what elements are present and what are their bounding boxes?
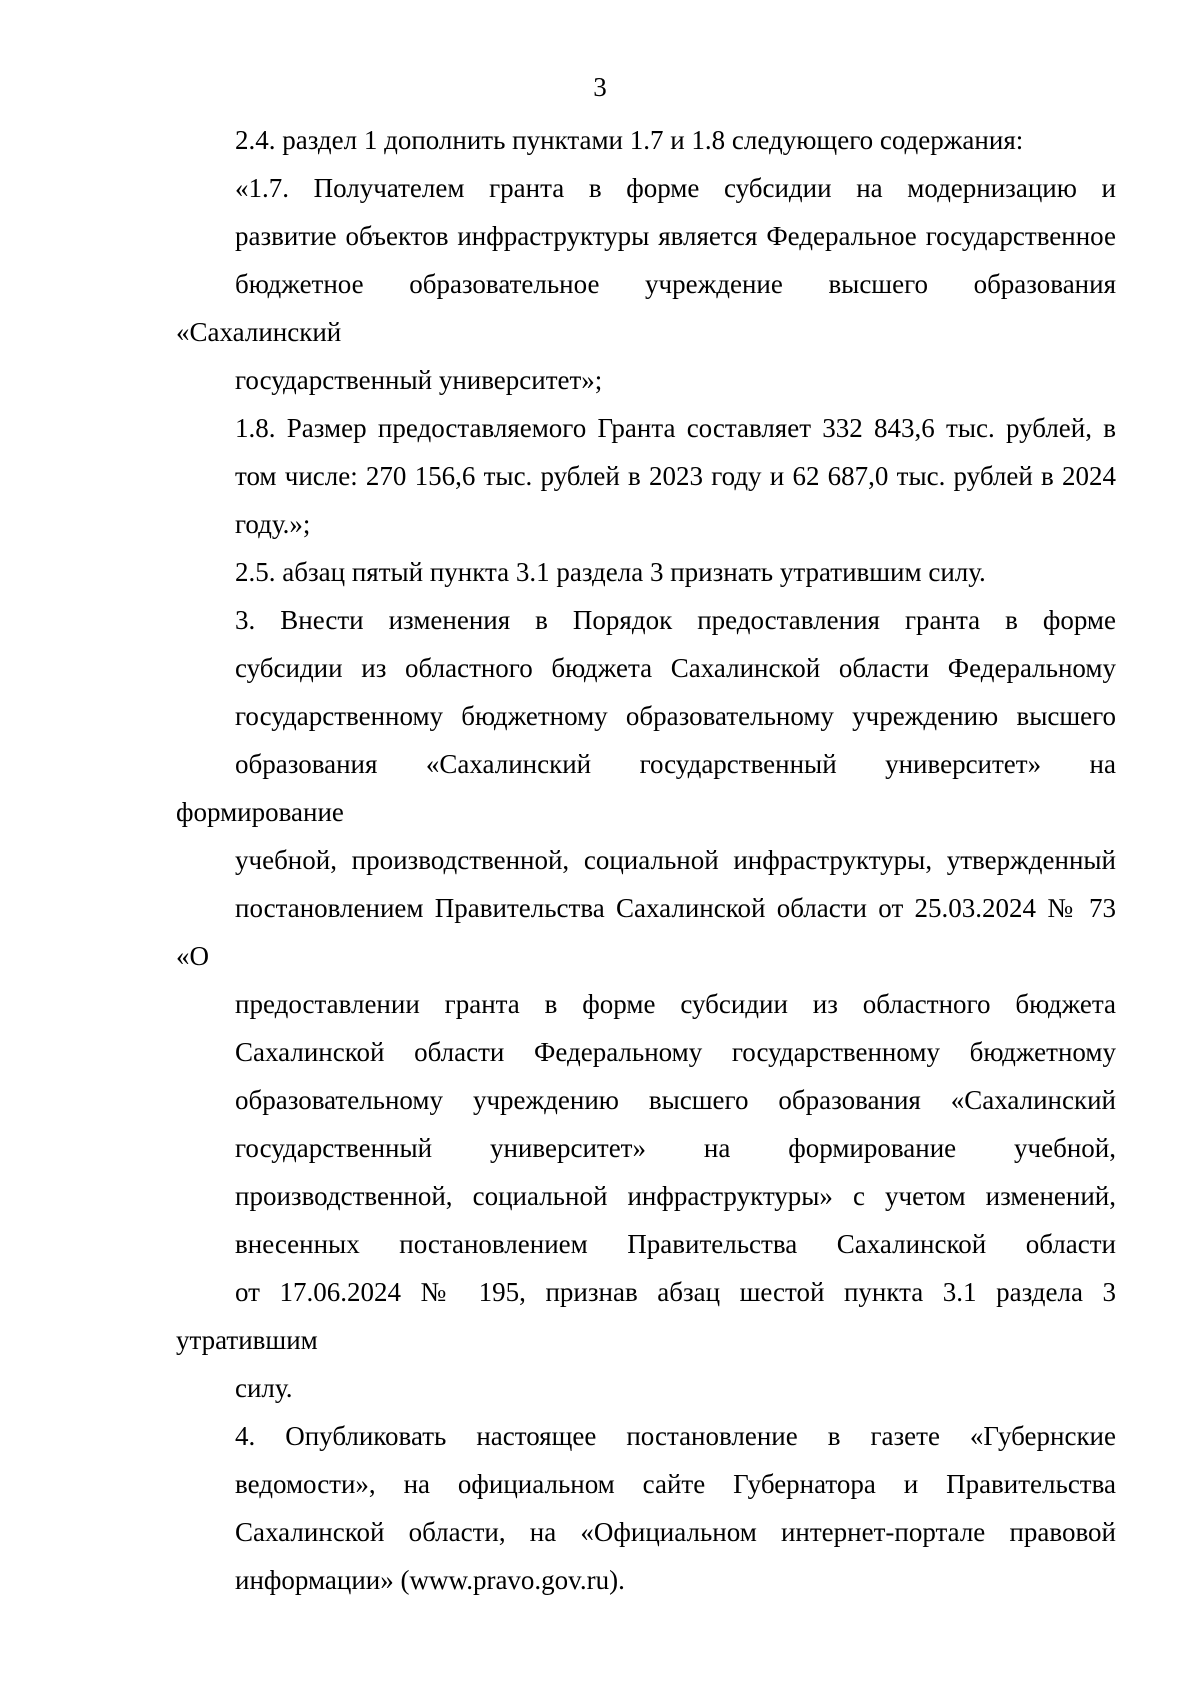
text-line: 4. Опубликовать настоящее постановление в газете «Губернские — [235, 1421, 1116, 1451]
text-line: году.»; — [235, 509, 311, 539]
text-line: бюджетное образовательное учреждение высшего образования «Сахалинский — [176, 269, 1116, 347]
text-line: субсидии из областного бюджета Сахалинской области Федеральному — [235, 653, 1116, 683]
text-line: силу. — [235, 1373, 293, 1403]
text-line: развитие объектов инфраструктуры является Федеральное государственное — [235, 221, 1116, 251]
text-line: «1.7. Получателем гранта в форме субсидии на модернизацию и — [235, 173, 1116, 203]
paragraph-2-5 — [176, 548, 1116, 596]
page-number: 3 — [593, 72, 607, 102]
text-line: Сахалинской области Федеральному государственному бюджетному — [235, 1037, 1116, 1067]
text-line: внесенных постановлением Правительства Сахалинской области — [235, 1229, 1116, 1259]
text-line: производственной, социальной инфраструктуры» с учетом изменений, — [235, 1181, 1116, 1211]
text-line: государственному бюджетному образовательному учреждению высшего — [235, 701, 1116, 731]
text-line: учебной, производственной, социальной инфраструктуры, утвержденный — [235, 845, 1116, 875]
text-line: Сахалинской области, на «Официальном интернет-портале правовой — [235, 1517, 1116, 1547]
text-line: постановлением Правительства Сахалинской области от 25.03.2024 № 73 «О — [176, 893, 1116, 971]
text-line: образования «Сахалинский государственный университет» на формирование — [176, 749, 1116, 827]
text-line: том числе: 270 156,6 тыс. рублей в 2023 году и 62 687,0 тыс. рублей в 2024 — [235, 461, 1116, 491]
text-line: ведомости», на официальном сайте Губернатора и Правительства — [235, 1469, 1116, 1499]
paragraph-1-7 — [176, 164, 1116, 404]
text-line: от 17.06.2024 № 195, признав абзац шестой пункта 3.1 раздела 3 утратившим — [176, 1277, 1116, 1355]
text-line: 1.8. Размер предоставляемого Гранта составляет 332 843,6 тыс. рублей, в — [235, 413, 1116, 443]
paragraph-3 — [176, 596, 1116, 1412]
paragraph-4 — [176, 1412, 1116, 1604]
text-line: государственный университет» на формирование учебной, — [235, 1133, 1116, 1163]
text-line: 2.4. раздел 1 дополнить пунктами 1.7 и 1.8 следующего содержания: — [235, 125, 1024, 155]
paragraph-1-8 — [176, 404, 1116, 548]
text-line: государственный университет»; — [235, 365, 603, 395]
paragraph-2-4 — [176, 116, 1116, 164]
text-line: информации» (www.pravo.gov.ru). — [235, 1565, 625, 1595]
text-line: предоставлении гранта в форме субсидии из областного бюджета — [235, 989, 1116, 1019]
text-line: 3. Внести изменения в Порядок предоставления гранта в форме — [235, 605, 1116, 635]
text-line: образовательному учреждению высшего образования «Сахалинский — [235, 1085, 1116, 1115]
document-body — [176, 116, 1116, 1604]
text-line: 2.5. абзац пятый пункта 3.1 раздела 3 признать утратившим силу. — [235, 557, 986, 587]
